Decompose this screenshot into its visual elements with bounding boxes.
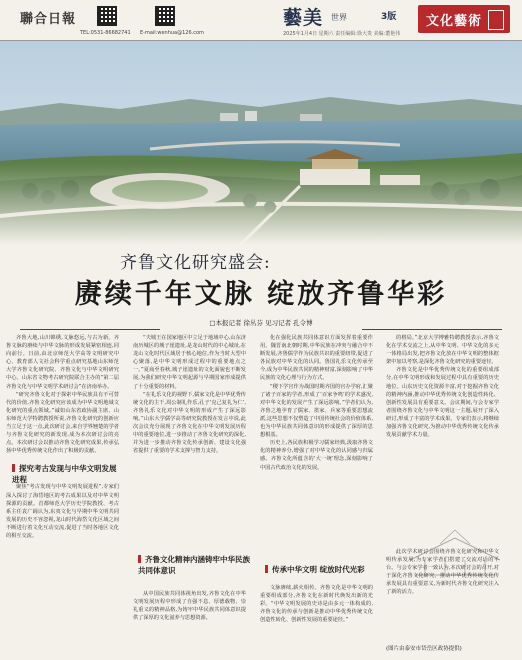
subheading-text: 探究考古发现与中华文明发展进程 <box>12 464 117 484</box>
paragraph: 聚焦“考古发现与中华文明发展进程”,专家们深入探讨了海岱地区的考古成果以及对中华文明探源的贡献。首都师范大学历史学院教授、考古系主任袁广阔认为,东夷文化与早期中华文明共同发展的历史不容忽视,龙山时代海岱文化区域之间不断进行着文化互动交流,促进了当时各地区文化的相互交流。 <box>6 484 119 539</box>
article-headline: 赓续千年文脉 绽放齐鲁华彩 <box>74 279 448 310</box>
divider <box>20 329 160 330</box>
aerial-park-image <box>0 41 522 245</box>
article-column-4 <box>386 334 499 539</box>
paragraph: 历史上,各民族积极学习儒家经典,汲取齐鲁文化的精神养分,增强了对中华文化的认同感与归属感。齐鲁文化所蕴含的‘大一统’理念,深刻影响了中国古代政治文化的发展。 <box>260 440 373 471</box>
brand-seal-icon <box>488 10 504 30</box>
page-number: 3版 <box>381 12 397 22</box>
section-title: 藝美 <box>283 7 324 29</box>
subheading-marker <box>12 464 15 472</box>
paragraph: “研究齐鲁文化对于探索中华民族具有不可替代的价值,齐鲁文化研究应该成为中华文明地域文化研究的重点领域。”诚如山东省政协副主席、山东师范大学特聘教授所说,齐鲁文化研究的创新应当立足于这一点,此次研讨会,来自学界翘楚的学者与齐鲁文化研究的新发现,成为本次研讨会的亮点。本次研讨会以推动齐鲁文化研究成果,传承弘扬中华优秀传统文化作出了积极的贡献。 <box>6 391 119 455</box>
article-column-3-continued <box>260 584 373 656</box>
brand-text: 文化藝術 <box>426 14 483 29</box>
article-column-4-continued <box>386 548 499 640</box>
subheading-marker <box>138 555 141 563</box>
photo-caption: (图片由泰安市岱岳区政协提供) <box>386 646 462 652</box>
article-byline: □本报记者 徐丛芬 见习记者 孔令博 <box>209 319 313 327</box>
paragraph: “在礼乐文化的视野下,儒家文化是中华优秀传统文化的主干,周公制礼作乐,孔子‘克己复礼为仁’,齐鲁礼乐文化对中华文明的形成产生了深远影响。”山东大学儒学高等研究院教授在发言中说,此次会议充分展现了齐鲁文化在中华文明发展历程中的重要地位,进一步推动了齐鲁文化研究的深化,并为进一步推动齐鲁文化传承创新、建设文化强省提供了重要的学术支撑与智力支持。 <box>133 391 246 455</box>
subheading-3 <box>265 564 385 575</box>
article-column-3 <box>260 334 373 542</box>
paragraph: 齐鲁文化是中华优秀传统文化的重要组成部分,在中华文明形成和发展过程中具有重要的历史地位。山东历史文化资源丰富,对于挖掘齐鲁文化的精神内涵,推动中华优秀传统文化创造性转化、创新性发展具有重要意义。会议期间,与会专家学者围绕齐鲁文化与中华文明这一主题,展开了深入研讨,形成了丰富的学术成果。专家们表示,将继续加强齐鲁文化研究,为推动中华优秀传统文化传承发展贡献学术力量。 <box>386 367 499 439</box>
paragraph: 此次学术研讨会围绕齐鲁文化研究和中华文明传承发展,为专家学者们搭建了交流对话的平台。与会专家学者一致认为,本次研讨会的召开,对于深化齐鲁文化研究、推动中华优秀传统文化传承发展具有重要意义,为新时代齐鲁文化研究注入了新的活力。 <box>386 549 499 596</box>
subheading-1 <box>12 463 122 485</box>
qr-code-icon <box>155 6 175 26</box>
article-column-2 <box>133 334 246 548</box>
section-subtitle: 世界 <box>331 13 347 22</box>
subheading-text: 传承中华文明 绽放时代光彩 <box>272 565 365 574</box>
paragraph: 文脉赓续,薪火相传。齐鲁文化是中华文明的重要组成部分,齐鲁文化在新时代焕发出新的光彩。“中华文明发展的史诗是由多元一体构成的,齐鲁文化的传承与创新是推动中华优秀传统文化创造性转化、创新性发展的重要途径。” <box>260 585 373 624</box>
paper-name: 聯合日報 <box>20 12 77 27</box>
subheading-marker <box>265 565 268 573</box>
masthead <box>0 0 522 41</box>
paragraph: 齐鲁大地,山川锦绣,文脉悠远,与古为新。齐鲁文脉的赓续与中华文脉的形成发展紧密相连,同向前行。日前,由北京师范大学高等文明研究中心、教育部人文社会科学重点研究基地山东师范大学齐鲁文化研究院、齐鲁文化与中华文明研究中心、山东省文物考古研究院联合主办的“第二届齐鲁文化与中华文明学术研讨会”在济南举办。 <box>6 335 119 390</box>
article-kicker: 齐鲁文化研究盛会: <box>120 253 271 273</box>
hero-photo <box>0 41 522 245</box>
qr-code-icon <box>97 6 117 26</box>
article-column-2-continued <box>133 590 246 656</box>
section-brand-logo <box>418 5 510 33</box>
paragraph: 化在强化民族共同体意识方面发挥着重要作用。魏晋南北朝时期,中华民族在冲突与融合中不断发展,齐鲁儒学作为民族共识的重要纽带,促进了各民族对中华文化的认同。鲁国礼乐文化传承至今,成为中华民族共同的精神财富,深刻影响了中华民族的文化心理与行为方式。 <box>260 335 373 382</box>
contact-tel: TEL:0531-86682741 <box>80 30 131 36</box>
publication-info: 2025年1月4日 星期六 责任编辑:徐大贵 美编:董艳伟 <box>283 31 401 37</box>
paragraph: 从中国民族共同体视角出发,齐鲁文化在中华文明发展历程中形成了自强不息、厚德载物、崇礼重义的精神品格,为铸牢中华民族共同体意识提供了深厚的文化滋养与思想资源。 <box>133 591 246 622</box>
subheading-text: 齐鲁文化精神内涵铸牢中华民族共同体意识 <box>138 555 250 575</box>
divider <box>362 329 502 330</box>
subheading-2 <box>138 554 253 576</box>
contact-email: E-mail:wenhua@126.com <box>140 30 204 36</box>
paragraph: 的格局。”北京大学博雅特聘教授表示,齐鲁文化在学术交流之上,从中华文明、中华文化的多元一体格局出发,把齐鲁文化放在中华文明的整体框架中加以考察,是深化齐鲁文化研究的重要途径。 <box>386 335 499 366</box>
paragraph: “夫城王在国家地区中立足于地域中心,山东济南历城区的城子崖遗址,是龙山时代的中心城址,在龙山文化时代区域居于核心地位,作为当时大型中心聚落,是中华文明形成过程中的重要地点之一。”夏商至春秋,城子崖遗址的文化面貌也不断发展,为我们研究中华文明起源与早期国家形成提供了十分重要的材料。 <box>133 335 246 390</box>
article-column-1 <box>6 334 119 656</box>
paragraph: “稷下学宫作为战国时期齐国的官办学府,汇聚了诸子百家的学者,形成了‘百家争鸣’的学术盛况,对中华文化的发展产生了深远影响。”学者们认为,齐鲁之地孕育了儒家、墨家、兵家等重要思想流派,这些思想不仅塑造了中国传统社会的价值体系,也为中华民族共同体意识的形成提供了深厚的思想根基。 <box>260 383 373 439</box>
